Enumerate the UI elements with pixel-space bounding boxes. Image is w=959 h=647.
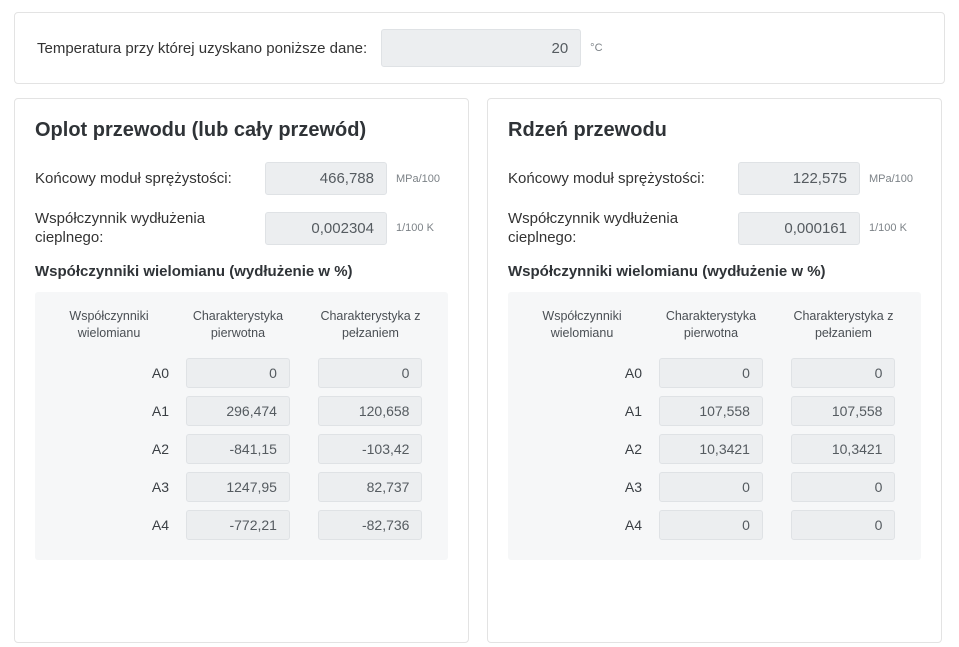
panel-oplot xyxy=(14,98,469,643)
table-row xyxy=(518,506,911,544)
rdzen-coef-name-a1: A1 xyxy=(624,403,642,419)
temperature-input[interactable] xyxy=(381,29,581,67)
rdzen-input-creep-a3[interactable] xyxy=(791,472,895,502)
oplot-coef-name-a4: A4 xyxy=(151,517,169,533)
rdzen-input-creep-a0[interactable] xyxy=(791,358,895,388)
oplot-coef-name-a3: A3 xyxy=(151,479,169,495)
oplot-input-primary-a2[interactable] xyxy=(186,434,290,464)
oplot-coef-name-a2: A2 xyxy=(151,441,169,457)
oplot-input-primary-a1[interactable] xyxy=(186,396,290,426)
rdzen-modulus-unit: MPa/100 xyxy=(869,172,914,185)
table-row xyxy=(45,506,438,544)
rdzen-input-creep-a4[interactable] xyxy=(791,510,895,540)
panel-oplot-title: Oplot przewodu (lub cały przewód) xyxy=(35,119,367,141)
oplot-cell-primary-a3 xyxy=(173,468,303,506)
table-row xyxy=(45,468,438,506)
oplot-expansion-row xyxy=(35,209,448,247)
rdzen-input-creep-a1[interactable] xyxy=(791,396,895,426)
table-row xyxy=(518,430,911,468)
oplot-input-primary-a4[interactable] xyxy=(186,510,290,540)
rdzen-input-creep-a2[interactable] xyxy=(791,434,895,464)
oplot-header-primary: Charakterystyka pierwotna xyxy=(192,309,284,340)
rdzen-coef-name-a0: A0 xyxy=(624,365,642,381)
rdzen-input-primary-a1[interactable] xyxy=(659,396,763,426)
rdzen-poly-box xyxy=(508,292,921,560)
rdzen-cell-creep-a3 xyxy=(776,468,911,506)
rdzen-cell-primary-a2 xyxy=(646,430,776,468)
oplot-input-creep-a2[interactable] xyxy=(318,434,422,464)
rdzen-modulus-input[interactable] xyxy=(738,162,860,195)
rdzen-coef-name-a2: A2 xyxy=(624,441,642,457)
oplot-input-creep-a4[interactable] xyxy=(318,510,422,540)
rdzen-modulus-label: Końcowy moduł sprężystości: xyxy=(508,170,705,187)
oplot-modulus-unit: MPa/100 xyxy=(396,172,441,185)
rdzen-input-primary-a3[interactable] xyxy=(659,472,763,502)
oplot-modulus-label: Końcowy moduł sprężystości: xyxy=(35,170,232,187)
rdzen-cell-primary-a3 xyxy=(646,468,776,506)
oplot-input-creep-a1[interactable] xyxy=(318,396,422,426)
rdzen-cell-creep-a1 xyxy=(776,392,911,430)
rdzen-header-creep: Charakterystyka z pełzaniem xyxy=(793,309,894,340)
oplot-cell-creep-a0 xyxy=(303,354,438,392)
rdzen-input-primary-a0[interactable] xyxy=(659,358,763,388)
oplot-cell-creep-a3 xyxy=(303,468,438,506)
oplot-modulus-input[interactable] xyxy=(265,162,387,195)
table-row xyxy=(518,468,911,506)
rdzen-input-primary-a2[interactable] xyxy=(659,434,763,464)
rdzen-input-primary-a4[interactable] xyxy=(659,510,763,540)
rdzen-expansion-row xyxy=(508,209,921,247)
rdzen-header-primary: Charakterystyka pierwotna xyxy=(665,309,757,340)
temperature-unit: °C xyxy=(590,42,603,54)
oplot-input-primary-a0[interactable] xyxy=(186,358,290,388)
rdzen-modulus-row xyxy=(508,162,921,195)
oplot-cell-primary-a0 xyxy=(173,354,303,392)
oplot-cell-primary-a4 xyxy=(173,506,303,544)
oplot-expansion-label: Współczynnik wydłużenia cieplnego: xyxy=(35,210,206,246)
oplot-coef-name-a1: A1 xyxy=(151,403,169,419)
oplot-cell-primary-a1 xyxy=(173,392,303,430)
oplot-poly-table xyxy=(45,306,438,544)
rdzen-header-coef: Współczynniki wielomianu xyxy=(542,309,622,340)
table-row xyxy=(45,392,438,430)
oplot-cell-primary-a2 xyxy=(173,430,303,468)
rdzen-coef-name-a4: A4 xyxy=(624,517,642,533)
rdzen-coef-name-a3: A3 xyxy=(624,479,642,495)
rdzen-expansion-label: Współczynnik wydłużenia cieplnego: xyxy=(508,210,679,246)
rdzen-cell-creep-a0 xyxy=(776,354,911,392)
temperature-label: Temperatura przy której uzyskano poniższe dane: xyxy=(37,39,368,57)
rdzen-cell-creep-a2 xyxy=(776,430,911,468)
oplot-cell-creep-a1 xyxy=(303,392,438,430)
rdzen-poly-table xyxy=(518,306,911,544)
oplot-header-creep: Charakterystyka z pełzaniem xyxy=(320,309,421,340)
oplot-header-coef: Współczynniki wielomianu xyxy=(69,309,149,340)
rdzen-cell-primary-a1 xyxy=(646,392,776,430)
table-header-row xyxy=(45,306,438,354)
table-row xyxy=(518,392,911,430)
table-row xyxy=(45,354,438,392)
rdzen-cell-primary-a0 xyxy=(646,354,776,392)
panel-rdzen xyxy=(487,98,942,643)
columns-container xyxy=(14,98,945,643)
oplot-expansion-unit: 1/100 K xyxy=(396,222,434,234)
rdzen-cell-creep-a4 xyxy=(776,506,911,544)
oplot-expansion-input[interactable] xyxy=(265,212,387,245)
table-header-row xyxy=(518,306,911,354)
oplot-input-primary-a3[interactable] xyxy=(186,472,290,502)
oplot-section-title: Współczynniki wielomianu (wydłużenie w %) xyxy=(35,263,353,280)
oplot-modulus-row xyxy=(35,162,448,195)
oplot-coef-name-a0: A0 xyxy=(151,365,169,381)
table-row xyxy=(518,354,911,392)
oplot-cell-creep-a2 xyxy=(303,430,438,468)
oplot-input-creep-a0[interactable] xyxy=(318,358,422,388)
oplot-poly-box xyxy=(35,292,448,560)
temperature-panel xyxy=(14,12,945,84)
rdzen-cell-primary-a4 xyxy=(646,506,776,544)
rdzen-expansion-unit: 1/100 K xyxy=(869,222,907,234)
panel-rdzen-title: Rdzeń przewodu xyxy=(508,119,667,141)
rdzen-section-title: Współczynniki wielomianu (wydłużenie w %) xyxy=(508,263,826,280)
table-row xyxy=(45,430,438,468)
oplot-cell-creep-a4 xyxy=(303,506,438,544)
rdzen-expansion-input[interactable] xyxy=(738,212,860,245)
oplot-input-creep-a3[interactable] xyxy=(318,472,422,502)
